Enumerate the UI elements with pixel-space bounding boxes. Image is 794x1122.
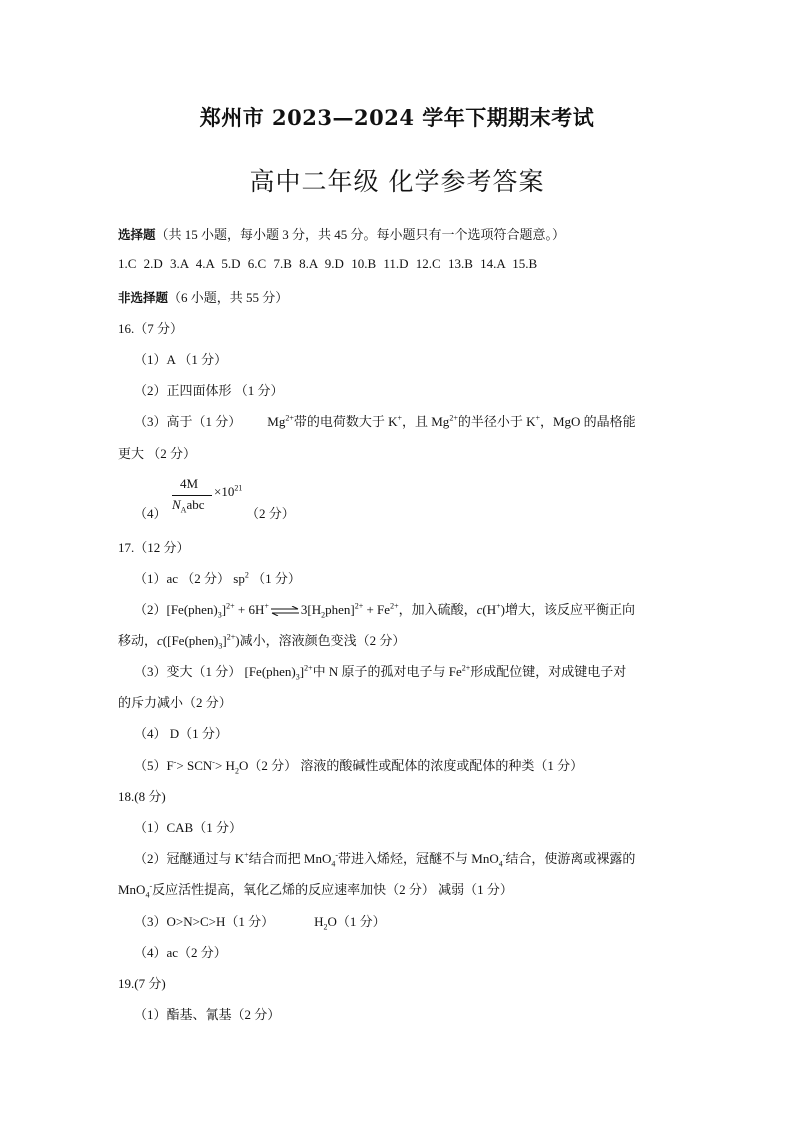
nonchoice-heading: 非选择题 [118, 290, 169, 305]
q16-a3-prefix: （3）高于（1 分） [134, 414, 242, 429]
choice-note: （共 15 小题，每小题 3 分，共 45 分。每小题只有一个选项符合题意。） [155, 227, 566, 242]
choice-heading: 选择题 [118, 227, 156, 242]
page-subtitle: 高中二年级 化学参考答案 [249, 167, 545, 196]
nonchoice-note: （6 小题，共 55 分） [168, 290, 289, 305]
q16-answer-3-continued: 更大 （2 分） [118, 446, 197, 461]
nonchoice-heading-line [118, 287, 288, 306]
q17-heading: 17.（12 分） [118, 540, 190, 555]
equilibrium-arrow-icon [270, 606, 300, 616]
q16-a3-text3: 的半径小于 K [457, 414, 536, 429]
q18-heading: 18.(8 分) [118, 789, 166, 804]
q17-answer-4: （4） D（1 分） [134, 726, 228, 741]
fraction-bar [172, 495, 212, 496]
q16-a3-text1: 带的电荷数大于 K [293, 414, 398, 429]
page-title: 郑州市 2023—2024 学年下期期末考试 [199, 105, 595, 130]
q18-answer-2-continued: MnO$_4$-反应活性提高，氧化乙烯的反应速率加快（2 分） 减弱（1 分） [118, 881, 513, 900]
q16-answer-4-label: （4） [134, 506, 167, 521]
q19-answer-1: （1）酯基、氰基（2 分） [134, 1007, 281, 1022]
q19-heading: 19.(7 分) [118, 976, 166, 991]
q17-answer-3-continued: 的斥力减小（2 分） [118, 695, 232, 710]
formula-denominator: $N_Aabc$ [172, 497, 205, 515]
q17-answer-2: $(2)[Fe(phen)_3]^{2+} + 6H^+$ $3[H_2phen]^{2+} + Fe^{2+}$，加入硫酸，c(H+)增大，该反应平衡正向 [134, 601, 635, 620]
q18-answer-1: （1）CAB（1 分） [134, 820, 242, 835]
q16-answer-2: （2）正四面体形 （1 分） [134, 383, 284, 398]
q16-answer-4-score: （2 分） [246, 506, 295, 521]
q16-a3-text2: ，且 Mg [402, 414, 450, 429]
q16-answer-1: （1）A （1 分） [134, 352, 228, 367]
q18-answer-2: （2）冠醚通过与 K+结合而把 MnO$_4$-带进入烯烃，冠醚不与 MnO$_4$-结合，使游离或裸露的 [134, 850, 636, 869]
choice-answers: 1.C 2.D 3.A 4.A 5.D 6.C 7.B 8.A 9.D 10.B 11.D 12.C 13.B 14.A 15.B [118, 256, 538, 271]
q16-answer-3: （3）高于（1 分） $Mg^{2+}$带的电荷数大于 K+，且 $Mg^{2+}$的半径小于 K+，MgO 的晶格能 [134, 413, 636, 429]
q18-answer-3: （3）O>N>C>H（1 分） $H_2O(1$ 分） [134, 914, 386, 932]
q17-answer-1: （1）ac （2 分） $sp^2$ （1 分） [134, 570, 301, 586]
q17-answer-2-continued: 移动，$c([Fe(phen)_3]^{2+})$减小，溶液颜色变浅（2 分） [118, 632, 406, 651]
q16-a3-mg: Mg [267, 414, 286, 429]
choice-section-heading-line [118, 224, 565, 243]
formula-power: $\times 10^{21}$ [214, 483, 243, 499]
q17-answer-5: $(5)F^-> SCN^-> H_2O(2$ 分） 溶液的酸碱性或配体的浓度或配体的种类（1 分） [134, 757, 584, 776]
q17-answer-3: （3）变大（1 分） $[Fe(phen)_3]^{2+}$中 N 原子的孤对电子与 $Fe^{2+}$形成配位键，对成键电子对 [134, 663, 627, 682]
formula-numerator: 4M [180, 476, 199, 491]
q16-a3-text4: ，MgO 的晶格能 [539, 414, 636, 429]
q18-answer-4: （4）ac（2 分） [134, 945, 227, 960]
q16-heading: 16.（7 分） [118, 321, 184, 336]
